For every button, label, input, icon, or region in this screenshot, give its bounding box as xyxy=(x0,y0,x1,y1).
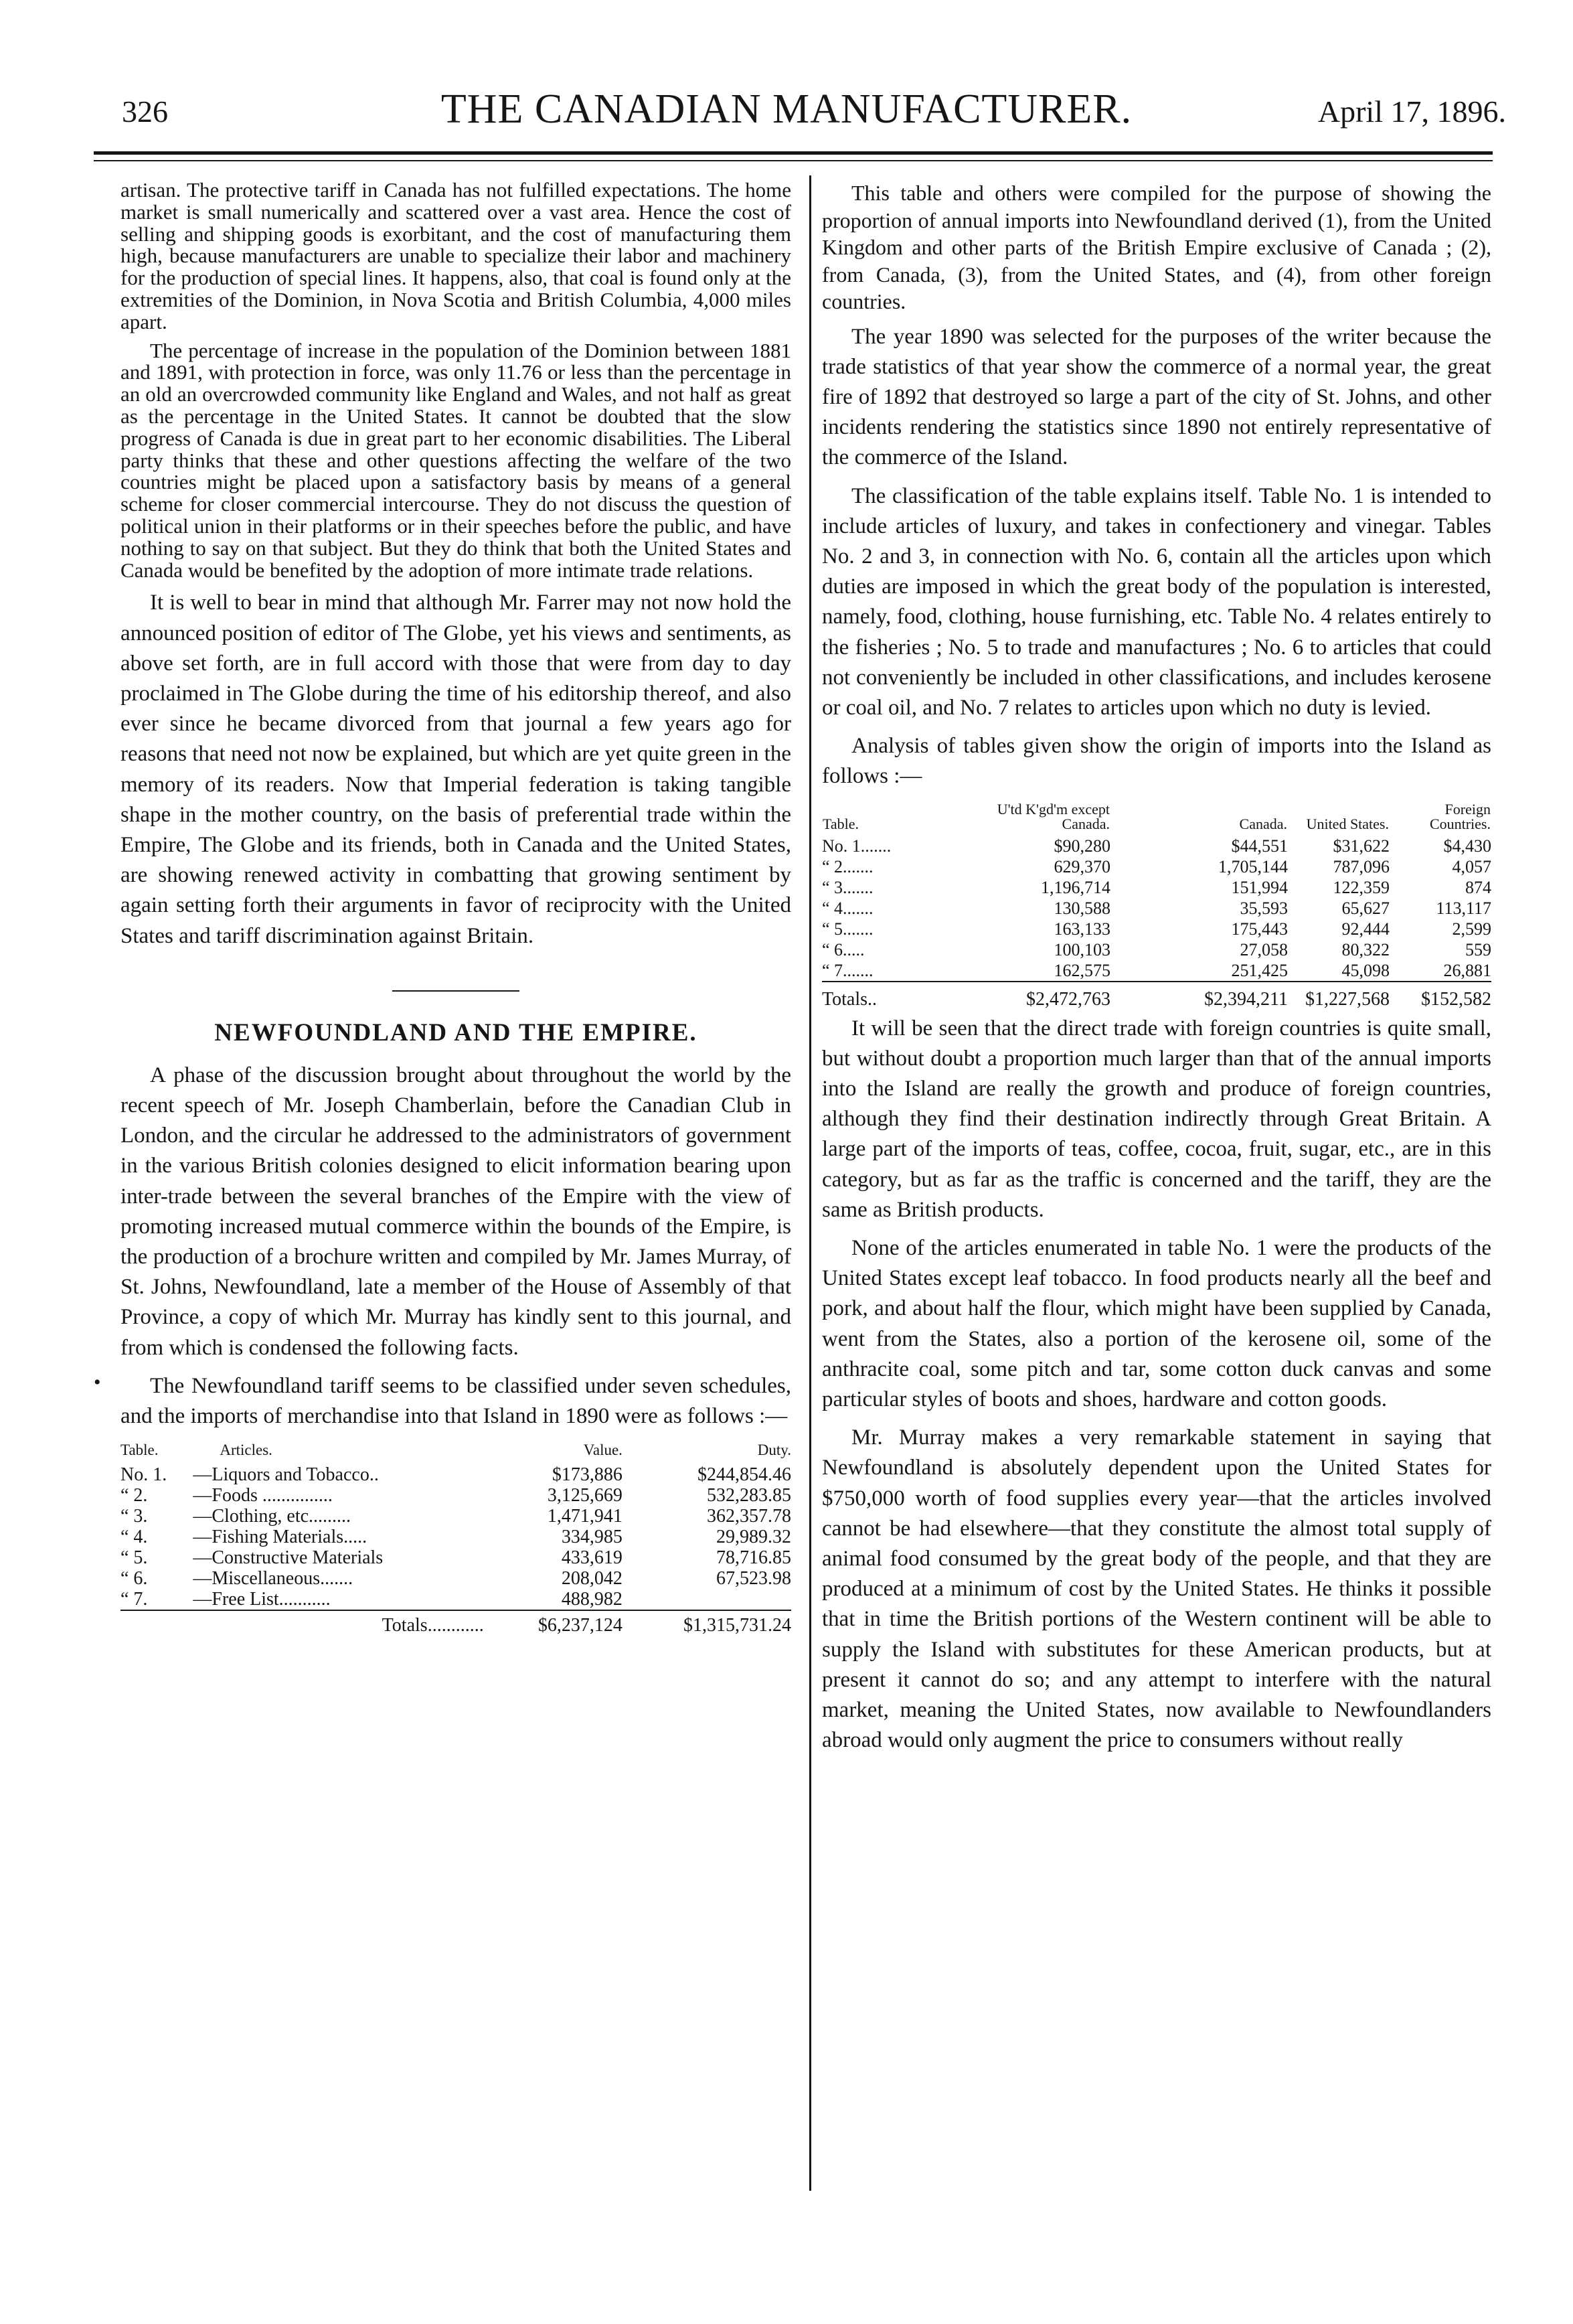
totals-row xyxy=(822,989,1491,1010)
table-cell: —Clothing, etc......... xyxy=(193,1506,351,1527)
table-cell: 65,627 xyxy=(1341,898,1390,918)
table-cell: “ 4. xyxy=(120,1527,148,1548)
table-cell: 26,881 xyxy=(1443,960,1491,980)
article-paragraph: artisan. The protective tariff in Canada has not fulfilled expectations. The home market is small numerically and scattered over a vast area. Hence the cost of selling and shipping goods is exorbitant, and the cost of manufacturing them high, because manufacturers are unable to specialize their labor and machinery for the production of special lines. It happens, also, that coal is found only at the extremities of the Dominion, in Nova Scotia and British Columbia, 4,000 miles apart. xyxy=(120,178,791,333)
origin-header-us: United States. xyxy=(1306,815,1389,832)
article-paragraph: A phase of the discussion brought about throughout the world by the recent speech of Mr. Joseph Chamberlain, before the Canadian Club in London, and the circular he addressed to the administrators of government in the various British colonies designed to elicit information bearing upon inter-trade between the several branches of the Empire with the view of promoting increased mutual commerce within the bounds of the Empire, is the production of a brochure written and compiled by Mr. James Murray, of St. Johns, Newfoundland, late a member of the House of Assembly of that Province, a copy of which Mr. Murray has kindly sent to this journal, and from which is condensed the following facts. xyxy=(120,1063,791,1360)
article-paragraph: It is well to bear in mind that although Mr. Farrer may not now hold the announced position of editor of The Globe, yet his views and sentiments, as above set forth, are in full accord with those that were from day to day proclaimed in The Globe during the time of his editorship thereof, and also ever since he became divorced from that journal a few years ago for reasons that need not now be explained, but which are yet quite green in the memory of its readers. Now that Imperial federation is taking tangible shape in the mother country, on the basis of preferential trade within the Empire, The Globe and its friends, both in Canada and the United States, are showing renewed activity in combatting that growing sentiment by again setting forth their arguments in favor of reciprocity with the United States and tariff discrimination against Britain. xyxy=(120,591,791,948)
table-cell: 874 xyxy=(1465,877,1491,897)
table-row xyxy=(822,939,1491,960)
table-cell: 787,096 xyxy=(1333,856,1390,876)
page-number: 326 xyxy=(122,94,168,129)
totals-label: Totals............ xyxy=(382,1615,484,1636)
section-title: NEWFOUNDLAND AND THE EMPIRE. xyxy=(214,1018,697,1047)
table-cell: No. 1. xyxy=(120,1464,167,1486)
table-cell: —Liquors and Tobacco.. xyxy=(193,1464,379,1486)
left-column xyxy=(120,179,791,1636)
table-cell: $4,430 xyxy=(1443,836,1491,856)
table-cell: 488,982 xyxy=(561,1589,623,1610)
table-cell: 1,196,714 xyxy=(1041,877,1110,897)
origin-table xyxy=(822,801,1491,1010)
table-cell: “ 3....... xyxy=(822,877,874,897)
article-paragraph: It will be seen that the direct trade with foreign countries is quite small, but without doubt a proportion much larger than that of the annual imports into the Island are really the growth and produce of foreign countries, although they find their destination indirectly through Great Britain. A large part of the imports of teas, coffee, cocoa, fruit, sugar, etc., are in this category, but as far as the traffic is concerned and the tariff, they are the same as British products. xyxy=(822,1016,1491,1222)
table-cell: 92,444 xyxy=(1341,919,1390,939)
table-cell: 532,283.85 xyxy=(707,1485,791,1506)
table-cell: “ 2. xyxy=(120,1485,148,1506)
column-divider xyxy=(809,175,811,2191)
table-cell: 151,994 xyxy=(1231,877,1288,897)
table-cell: 4,057 xyxy=(1452,856,1491,876)
table-cell: 3,125,669 xyxy=(547,1485,623,1506)
table-cell: “ 6..... xyxy=(822,939,865,959)
table-cell: 100,103 xyxy=(1054,939,1110,959)
table-cell: “ 3. xyxy=(120,1506,148,1527)
right-column xyxy=(822,179,1491,1764)
origin-header-foreign: Foreign Countries. xyxy=(1429,800,1491,832)
totals-cell: $152,582 xyxy=(1421,988,1491,1010)
table-row xyxy=(822,856,1491,877)
table-row xyxy=(822,898,1491,919)
table-cell: 80,322 xyxy=(1341,939,1390,959)
totals-value: $6,237,124 xyxy=(537,1615,623,1636)
table-cell: “ 5. xyxy=(120,1547,148,1569)
table-cell: 208,042 xyxy=(561,1568,623,1590)
table-row xyxy=(120,1464,791,1485)
table-cell: “ 7....... xyxy=(822,960,874,980)
table-cell: 35,593 xyxy=(1240,898,1288,918)
totals-cell: $2,472,763 xyxy=(1026,988,1110,1010)
table-row xyxy=(822,960,1491,982)
table-cell: 251,425 xyxy=(1231,960,1288,980)
table-cell: “ 4....... xyxy=(822,898,874,918)
table-cell: —Fishing Materials..... xyxy=(193,1527,367,1548)
table-cell: 162,575 xyxy=(1054,960,1110,980)
table-rule xyxy=(822,982,1491,989)
table-cell: —Foods ............... xyxy=(193,1485,333,1506)
table-row xyxy=(822,877,1491,898)
origin-header-canada: Canada. xyxy=(1239,815,1287,832)
table-cell: 27,058 xyxy=(1240,939,1288,959)
table-cell: 45,098 xyxy=(1341,960,1390,980)
article-paragraph: The classification of the table explains itself. Table No. 1 is intended to include articles of luxury, and takes in confectionery and vinegar. Tables No. 2 and 3, in connection with No. 6, contain all the articles upon which duties are imposed in which the great body of the population is interested, namely, food, clothing, house furnishing, etc. Table No. 4 relates entirely to the fisheries ; No. 5 to trade and manufactures ; No. 6 to articles that could not conveniently be included in other classifications, and includes kerosene or coal oil, and No. 7 relates to articles upon which no duty is levied. xyxy=(822,483,1491,720)
article-paragraph: Mr. Murray makes a very remarkable statement in saying that Newfoundland is absolutely dependent upon the United States for $750,000 worth of food supplies every year—that the articles involved cannot be had elsewhere—that they constitute the almost total supply of animal food consumed by the great body of the people, and that they are produced at a minimum of cost by the United States. He thinks it possible that in time the British portions of the Western continent will be able to supply the Island with substitutes for these American products, but at present it cannot do so; and any attempt to interfere with the natural market, meaning the United States, now available to Newfoundlanders abroad would only augment the price to consumers without really xyxy=(822,1425,1491,1753)
table-cell: “ 5....... xyxy=(822,919,874,939)
table-cell: “ 2....... xyxy=(822,856,874,876)
tariff-header-articles: Articles. xyxy=(220,1442,272,1459)
table-cell: —Constructive Materials xyxy=(193,1547,384,1569)
table-cell: $90,280 xyxy=(1054,836,1110,856)
table-cell: $244,854.46 xyxy=(697,1464,791,1486)
table-cell: 433,619 xyxy=(561,1547,623,1569)
table-rule xyxy=(120,1610,791,1615)
totals-label: Totals.. xyxy=(822,988,878,1010)
table-row xyxy=(120,1485,791,1506)
section-divider xyxy=(392,990,519,992)
totals-duty: $1,315,731.24 xyxy=(683,1615,791,1636)
table-cell: 362,357.78 xyxy=(707,1506,791,1527)
table-row xyxy=(822,919,1491,939)
tariff-header-table: Table. xyxy=(120,1442,159,1459)
table-row xyxy=(120,1589,791,1610)
tariff-header-duty: Duty. xyxy=(757,1442,791,1459)
totals-cell: $1,227,568 xyxy=(1305,988,1390,1010)
table-cell: —Free List........... xyxy=(193,1589,331,1610)
tariff-header-value: Value. xyxy=(583,1442,623,1459)
totals-row xyxy=(120,1615,791,1636)
article-paragraph: The Newfoundland tariff seems to be classified under seven schedules, and the imports of merchandise into that Island in 1890 were as follows :— xyxy=(120,1373,791,1429)
article-paragraph: This table and others were compiled for the purpose of showing the proportion of annual imports into Newfoundland derived (1), from the United Kingdom and other parts of the British Empire exclusive of Canada ; (2), from Canada, (3), from the United States, and (4), from other foreign countries. xyxy=(822,181,1491,313)
table-cell: 29,989.32 xyxy=(716,1527,791,1548)
origin-header-uk: U'td K'gd'm except Canada. xyxy=(997,800,1110,832)
table-cell: 2,599 xyxy=(1452,919,1491,939)
table-row xyxy=(120,1527,791,1547)
page-header xyxy=(0,0,1573,174)
table-cell: 113,117 xyxy=(1436,898,1491,918)
table-cell: 334,985 xyxy=(561,1527,623,1548)
table-cell xyxy=(623,1589,791,1610)
table-cell: 629,370 xyxy=(1054,856,1110,876)
table-cell: 67,523.98 xyxy=(716,1568,791,1590)
table-cell: $31,622 xyxy=(1333,836,1390,856)
table-cell: 122,359 xyxy=(1333,877,1390,897)
table-cell: 130,588 xyxy=(1054,898,1110,918)
table-row xyxy=(120,1568,791,1589)
table-row xyxy=(822,836,1491,856)
issue-date: April 17, 1896. xyxy=(1317,94,1506,129)
table-cell: 175,443 xyxy=(1231,919,1288,939)
article-paragraph: None of the articles enumerated in table No. 1 were the products of the United States except leaf tobacco. In food products nearly all the beef and pork, and about half the flour, which might have been supplied by Canada, went from the States, also a portion of the kerosene oil, some of the anthracite coal, some pitch and tar, some cotton duck canvas and some particular styles of boots and shoes, hardware and cotton goods. xyxy=(822,1235,1491,1411)
table-cell: 1,705,144 xyxy=(1218,856,1288,876)
article-paragraph: The year 1890 was selected for the purposes of the writer because the trade statistics of that year show the commerce of a normal year, the great fire of 1892 that destroyed so large a part of the city of St. Johns, and other incidents rendering the statistics since 1890 not entirely representative of the commerce of the Island. xyxy=(822,324,1491,470)
header-rule-thin xyxy=(94,160,1493,161)
table-cell: No. 1....... xyxy=(822,836,892,856)
table-cell: —Miscellaneous....... xyxy=(193,1568,353,1590)
margin-mark: • xyxy=(94,1371,101,1393)
table-cell: “ 6. xyxy=(120,1568,148,1590)
table-cell: $173,886 xyxy=(552,1464,623,1486)
table-cell: 1,471,941 xyxy=(547,1506,623,1527)
table-row xyxy=(120,1506,791,1527)
masthead: THE CANADIAN MANUFACTURER. xyxy=(440,86,1133,132)
origin-header-table: Table. xyxy=(823,815,859,832)
article-paragraph: The percentage of increase in the population of the Dominion between 1881 and 1891, with protection in force, was only 11.76 or less than the percentage in an old an overcrowded community like England and Wales, and not half as great as the percentage in the United States. It cannot be doubted that the slow progress of Canada is due in great part to her economic disabilities. The Liberal party thinks that these and other questions affecting the welfare of the two countries might be placed upon a satisfactory basis by means of a general scheme for closer commercial intercourse. They do not discuss the question of political union in their platforms or in their speeches before the public, and have nothing to say on that subject. But they do think that both the United States and Canada would be benefited by the adoption of more intimate trade relations. xyxy=(120,338,791,582)
table-cell: $44,551 xyxy=(1231,836,1288,856)
header-rule-thick xyxy=(94,151,1493,155)
tariff-table xyxy=(120,1440,791,1636)
table-cell: “ 7. xyxy=(120,1589,148,1610)
table-row xyxy=(120,1547,791,1568)
table-cell: 78,716.85 xyxy=(716,1547,791,1569)
totals-cell: $2,394,211 xyxy=(1204,988,1288,1010)
table-cell: 559 xyxy=(1465,939,1491,959)
article-paragraph: Analysis of tables given show the origin of imports into the Island as follows :— xyxy=(822,734,1491,789)
table-cell: 163,133 xyxy=(1054,919,1110,939)
